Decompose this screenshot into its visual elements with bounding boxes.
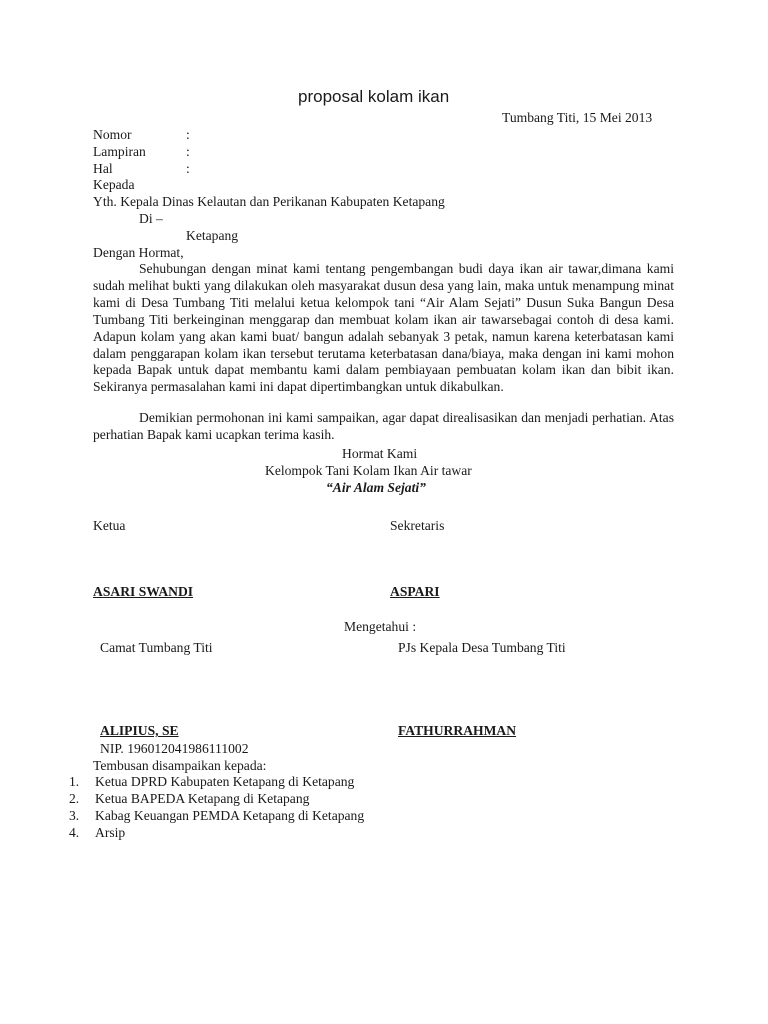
- tembusan-item-num: 2.: [69, 791, 80, 806]
- field-nomor-label: Nomor: [93, 127, 132, 142]
- kepala-desa-role: PJs Kepala Desa Tumbang Titi: [398, 640, 566, 655]
- tembusan-item-text: Ketua DPRD Kabupaten Ketapang di Ketapang: [95, 774, 355, 789]
- recipient-yth: Yth. Kepala Dinas Kelautan dan Perikanan Kabupaten Ketapang: [93, 194, 445, 209]
- body-paragraph-2: [93, 410, 674, 444]
- place-date: Tumbang Titi, 15 Mei 2013: [502, 110, 653, 125]
- tembusan-item-num: 3.: [69, 808, 80, 823]
- sekretaris-name: ASPARI: [390, 584, 440, 599]
- ketua-role: Ketua: [93, 518, 126, 533]
- tembusan-item-text: Ketua BAPEDA Ketapang di Ketapang: [95, 791, 310, 806]
- field-nomor-colon: :: [186, 127, 190, 142]
- field-hal-label: Hal: [93, 161, 113, 176]
- closing-hormat: Hormat Kami: [342, 446, 418, 461]
- ketua-name: ASARI SWANDI: [93, 584, 194, 599]
- kepala-desa-name: FATHURRAHMAN: [398, 723, 517, 738]
- recipient-kepada: Kepada: [93, 177, 135, 192]
- field-lampiran-label: Lampiran: [93, 144, 146, 159]
- field-hal-colon: :: [186, 161, 190, 176]
- camat-role: Camat Tumbang Titi: [100, 640, 213, 655]
- tembusan-item-num: 4.: [69, 825, 80, 840]
- tembusan-item-text: Arsip: [95, 825, 126, 840]
- camat-name: ALIPIUS, SE: [100, 723, 179, 738]
- body-paragraph-1: [93, 261, 674, 396]
- tembusan-item-text: Kabag Keuangan PEMDA Ketapang di Ketapang: [95, 808, 365, 823]
- closing-group-name: “Air Alam Sejati”: [326, 480, 426, 495]
- closing-group: Kelompok Tani Kolam Ikan Air tawar: [265, 463, 472, 478]
- tembusan-label: Tembusan disampaikan kepada:: [93, 758, 267, 773]
- sekretaris-role: Sekretaris: [390, 518, 445, 533]
- document-title: proposal kolam ikan: [298, 87, 450, 106]
- camat-nip: NIP. 196012041986111002: [100, 741, 249, 756]
- body-paragraph-1-text: Sehubungan dengan minat kami tentang pengembangan budi daya ikan air tawar,dimana kami sudah melihat bukti yang dilakukan oleh masyarakat dusun desa yang lain, maka untuk menampung minat kami di Desa Tumbang Titi melalui ketua kelompok tani “Air Alam Sejati” Dusun Suka Bangun Desa Tumbang Titi berkeinginan menggarap dan membuat kolam ikan air tawarsebagai contoh di desa kami. Adapun kolam yang akan kami buat/ bangun adalah sebanyak 3 petak, namun karena keterbatasan kami dalam penggarapan kolam ikan tersebut terutama keterbatasan dana/biaya, maka dengan ini kami mohon kepada Bapak untuk dapat membantu kami dalam pembiayaan pembuatan kolam ikan dan bibit ikan. Sekiranya permasalahan kami ini dapat dipertimbangkan untuk dikabulkan.: [93, 261, 674, 395]
- mengetahui-label: Mengetahui :: [344, 619, 417, 634]
- field-lampiran-colon: :: [186, 144, 190, 159]
- tembusan-item-num: 1.: [69, 774, 80, 789]
- recipient-di: Di –: [139, 211, 163, 226]
- body-paragraph-2-text: Demikian permohonan ini kami sampaikan, agar dapat direalisasikan dan menjadi perhatian. Atas perhatian Bapak kami ucapkan terima kasih.: [93, 410, 674, 442]
- recipient-city: Ketapang: [186, 228, 239, 243]
- salutation: Dengan Hormat,: [93, 245, 184, 260]
